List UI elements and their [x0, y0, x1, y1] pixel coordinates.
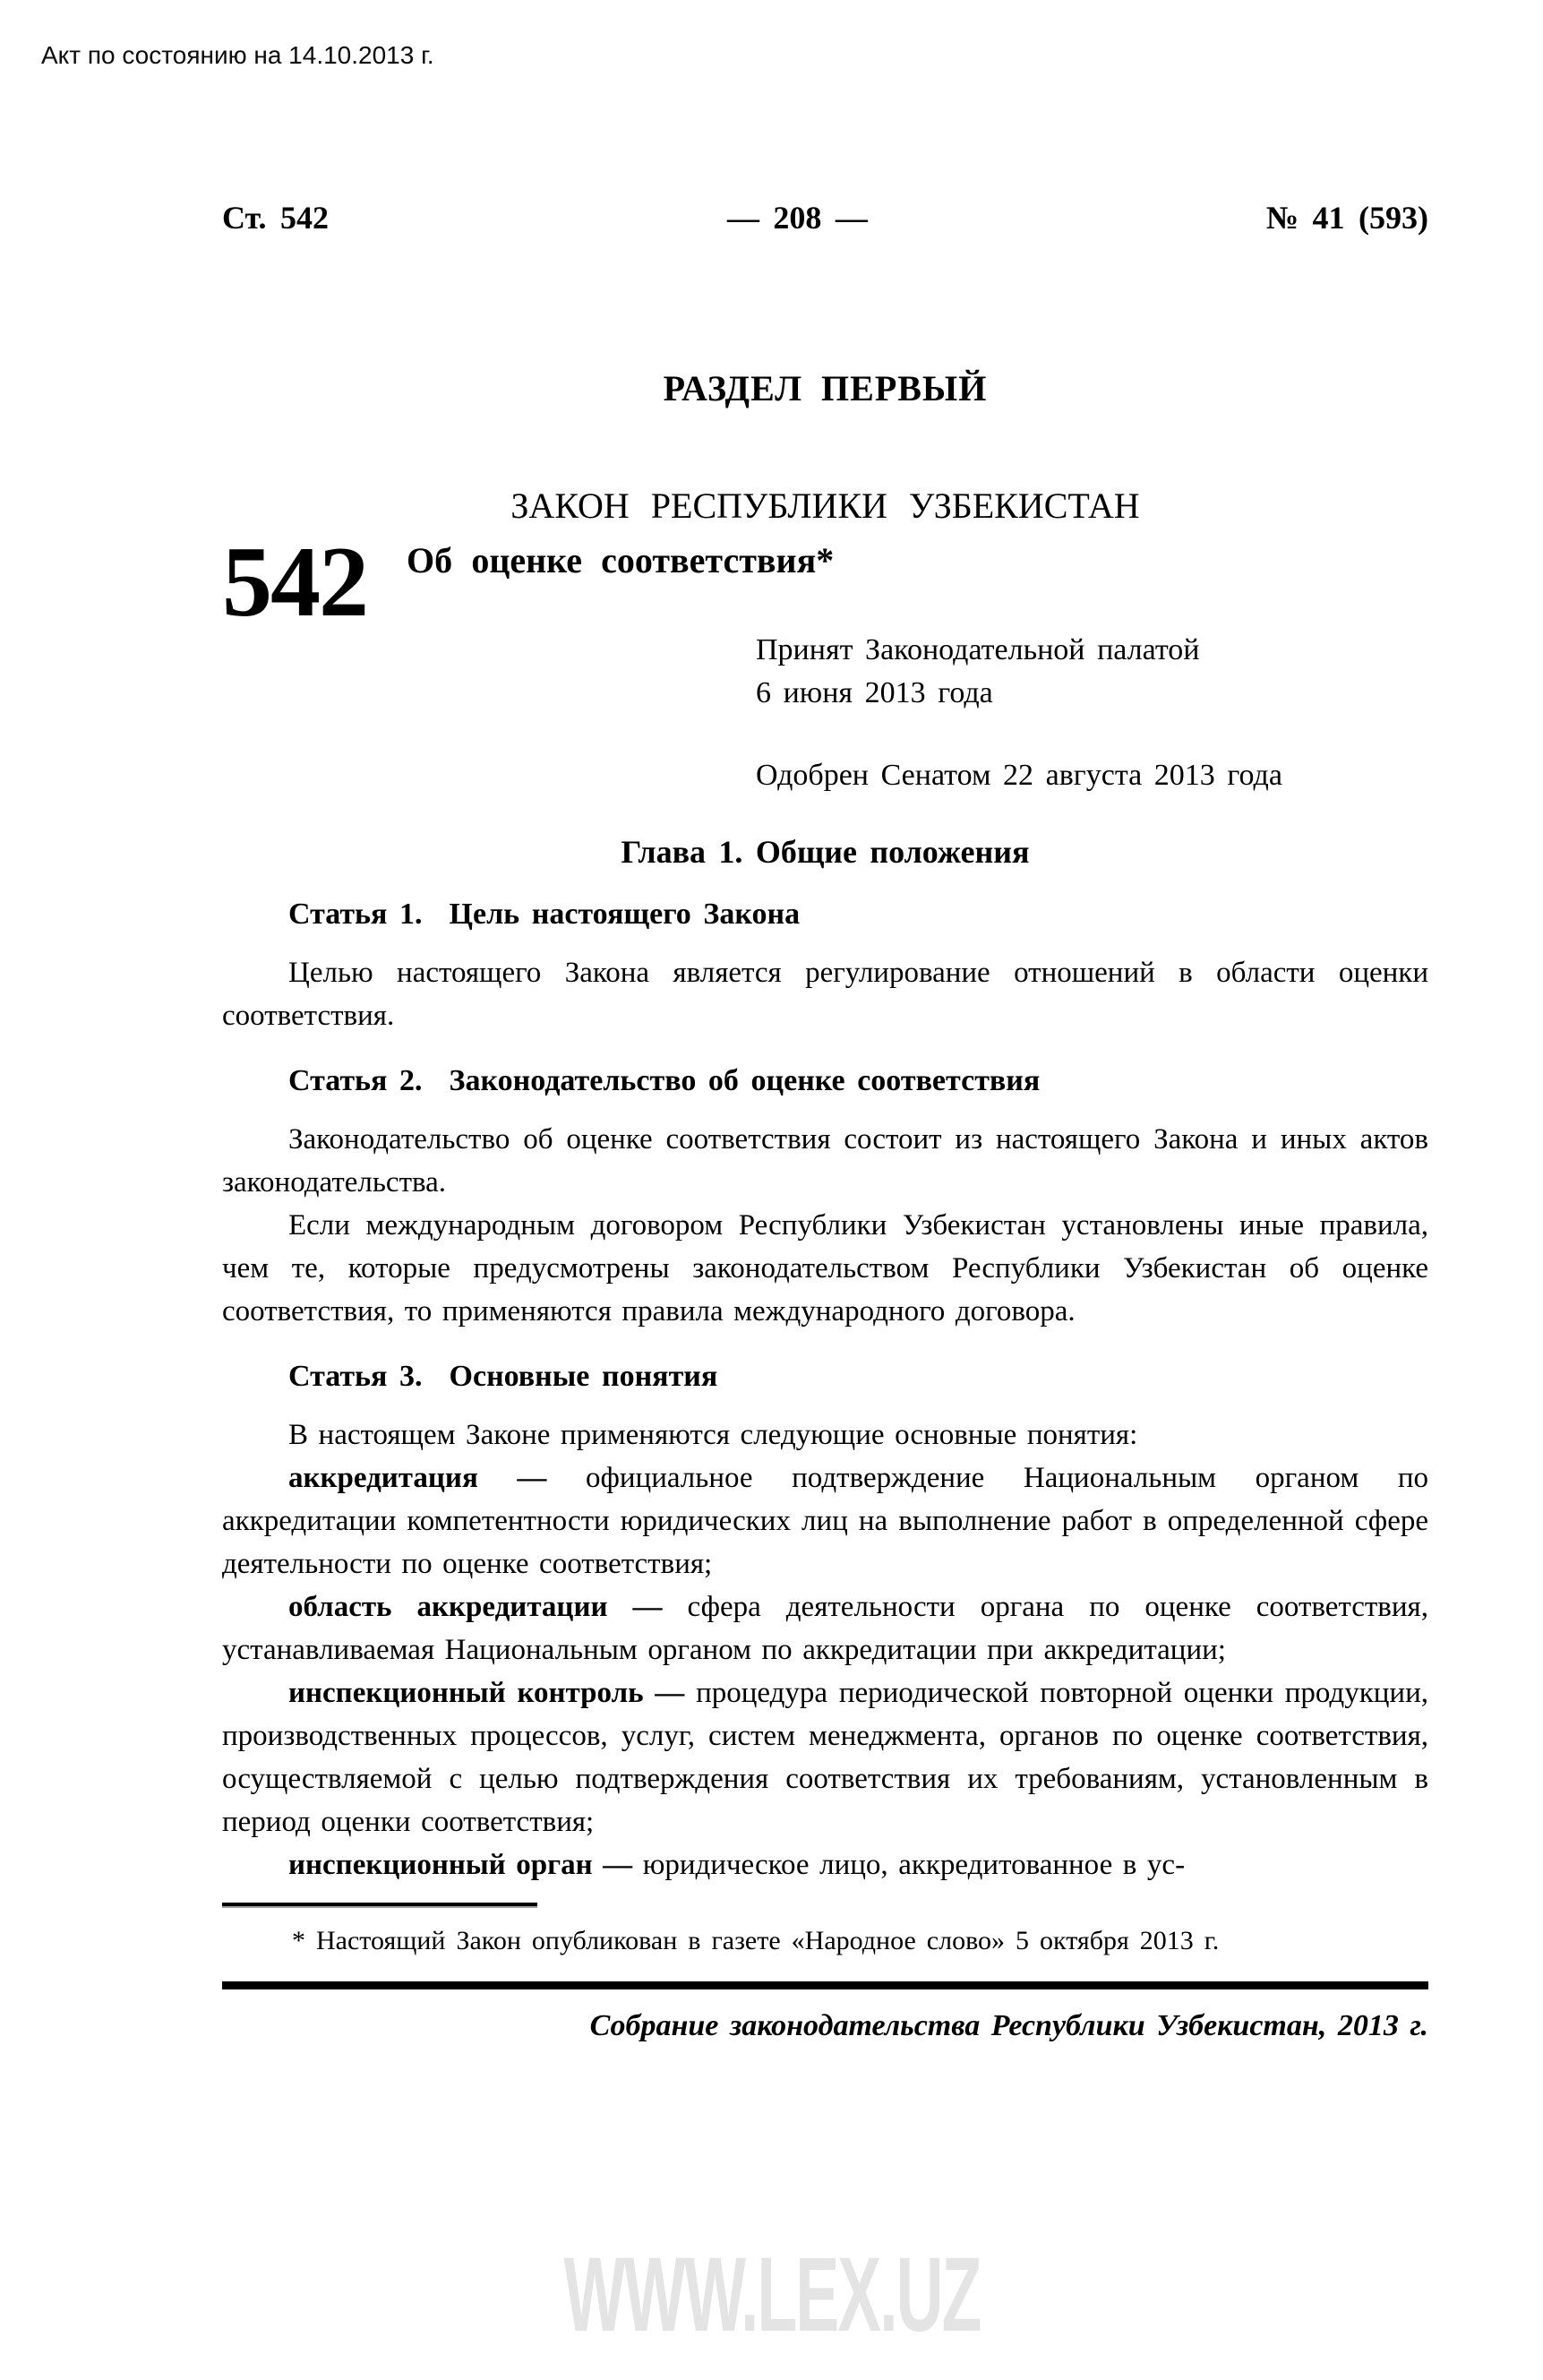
article-number: Статья 1. [288, 898, 423, 931]
law-title-row [222, 527, 1428, 638]
header-page-number: — 208 — [726, 200, 868, 236]
article-heading [222, 1061, 1428, 1102]
article-number: Статья 3. [288, 1360, 423, 1393]
definition-paragraph [222, 1585, 1428, 1671]
article-heading [222, 894, 1428, 935]
definition-term: область аккредитации — [288, 1591, 663, 1623]
article-3 [222, 1356, 1428, 1886]
definition-text: юридическое лицо, аккредитованное в ус- [632, 1849, 1186, 1881]
article-title: Законодательство об оценке соответствия [449, 1064, 1041, 1097]
page-header [222, 199, 1428, 236]
definition-paragraph [222, 1843, 1428, 1886]
act-number: 542 [222, 527, 367, 638]
article-number: Статья 2. [288, 1064, 423, 1097]
article-2 [222, 1061, 1428, 1333]
paragraph-text: Если международным договором Республики Узбекистан установлены иные правила, чем те, которые предусмотрены законодательством Республики Узбекистан об оценке соответствия, то применяются правила международного договора. [222, 1209, 1428, 1327]
adopted-by-line: Принят Законодательной палатой [756, 633, 1200, 666]
footnote-text: * Настоящий Закон опубликован в газете «Народное слово» 5 октября 2013 г. [292, 1926, 1220, 1955]
footer-rule [222, 1981, 1428, 1989]
approved-line: Одобрен Сенатом 22 августа 2013 года [756, 759, 1282, 792]
article-paragraph [222, 1413, 1428, 1456]
law-kind: ЗАКОН РЕСПУБЛИКИ УЗБЕКИСТАН [510, 485, 1140, 526]
article-heading [222, 1356, 1428, 1397]
definition-text: процедура периодической повторной оценки продукции, производственных процессов, услуг, систем менеджмента, органов по оценке соответствия, осуществляемой с целью подтверждения соответствия их требованиям, установленным в период оценки соответствия; [222, 1677, 1428, 1838]
article-1 [222, 894, 1428, 1037]
page-content [222, 0, 1428, 2043]
chapter-title: Глава 1. Общие положения [621, 834, 1030, 870]
definition-term: инспекционный контроль — [288, 1677, 685, 1709]
watermark: WWW.LEX.UZ [563, 2236, 980, 2354]
article-paragraph [222, 1204, 1428, 1333]
header-issue-number: № 41 (593) [1265, 200, 1428, 236]
article-paragraph [222, 951, 1428, 1037]
section-title: РАЗДЕЛ ПЕРВЫЙ [663, 368, 988, 408]
article-title: Основные понятия [449, 1360, 718, 1393]
adopted-date-line: 6 июня 2013 года [756, 676, 993, 709]
imprint-line: Собрание законодательства Республики Узбекистан, 2013 г. [589, 2009, 1428, 2042]
definition-term: аккредитация — [288, 1462, 547, 1494]
paragraph-text: Законодательство об оценке соответствия состоит из настоящего Закона и иных актов законодательства. [222, 1123, 1428, 1199]
paragraph-text: Целью настоящего Закона является регулирование отношений в области оценки соответствия. [222, 957, 1428, 1032]
header-article-ref: Ст. 542 [222, 200, 329, 236]
footnote-block [222, 1903, 1428, 1960]
definition-term: инспекционный орган — [288, 1849, 633, 1881]
definition-paragraph [222, 1456, 1428, 1585]
footnote-rule [222, 1903, 537, 1908]
definition-text: официальное подтверждение Национальным органом по аккредитации компетентности юридических лиц на выполнение работ в определенной сфере деятельности по оценке соответствия; [222, 1462, 1429, 1580]
adoption-block [756, 629, 1428, 797]
law-title: Об оценке соответствия* [407, 540, 835, 580]
definition-paragraph [222, 1671, 1428, 1843]
definition-text: сфера деятельности органа по оценке соответствия, устанавливаемая Национальным органом по аккредитации при аккредитации; [222, 1591, 1428, 1666]
paragraph-text: В настоящем Законе применяются следующие основные понятия: [288, 1419, 1138, 1451]
watermark-container [0, 2236, 1543, 2354]
article-title: Цель настоящего Закона [449, 898, 801, 931]
status-line: Акт по состоянию на 14.10.2013 г. [41, 41, 434, 69]
article-paragraph [222, 1118, 1428, 1204]
